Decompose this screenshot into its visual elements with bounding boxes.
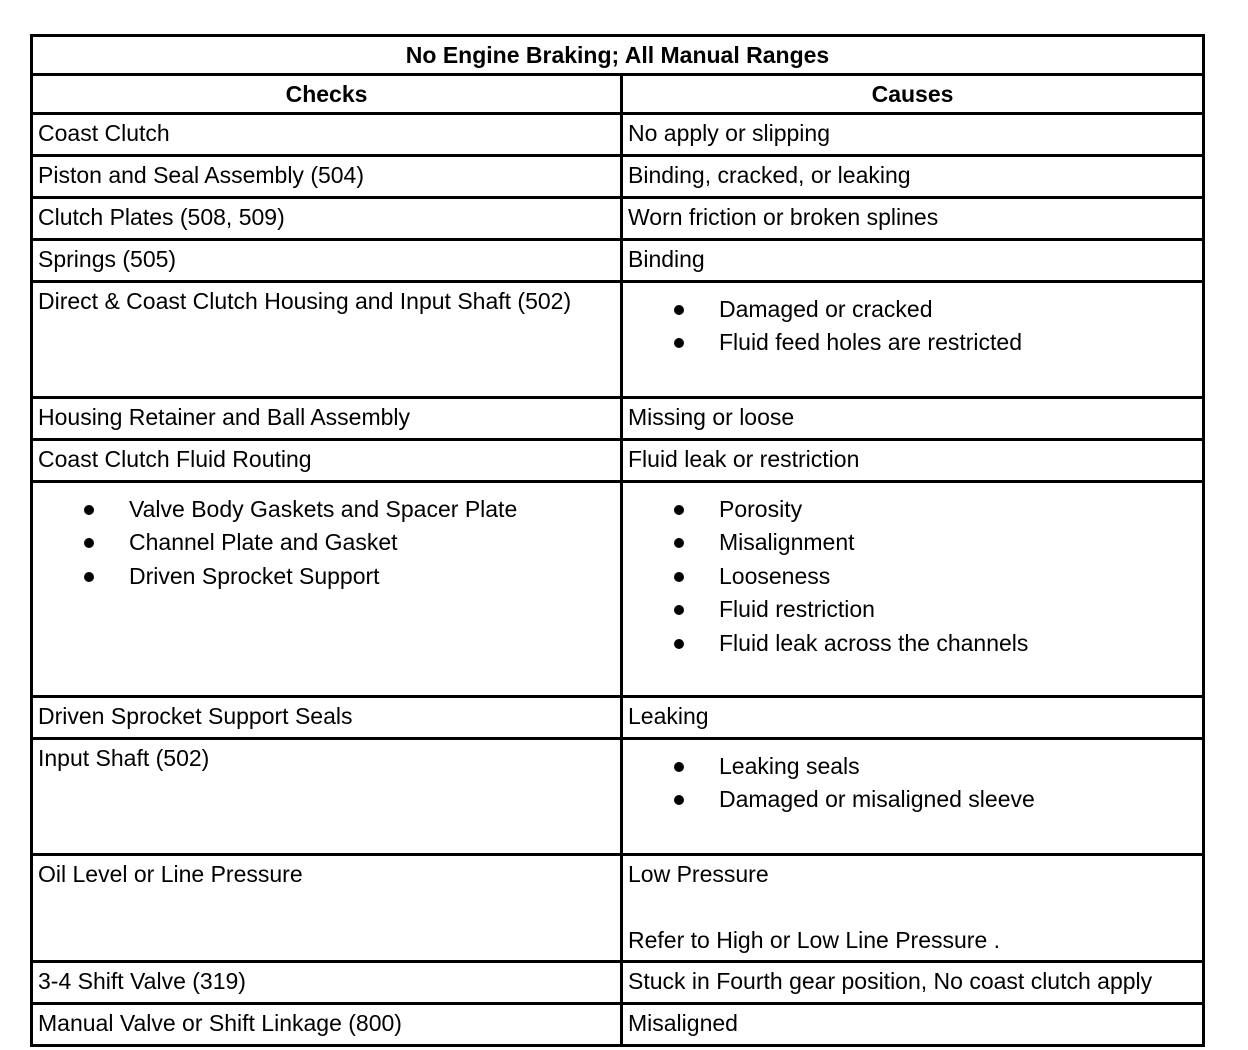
cause-cell: Leaking bbox=[622, 697, 1204, 739]
bullet-icon bbox=[84, 505, 94, 515]
check-cell: Housing Retainer and Ball Assembly bbox=[32, 398, 622, 440]
table-row bbox=[32, 482, 1204, 697]
cause-list bbox=[623, 750, 1202, 817]
list-item: Leaking seals bbox=[623, 750, 1202, 783]
table-row bbox=[32, 1004, 1204, 1046]
check-cell: Direct & Coast Clutch Housing and Input Shaft (502) bbox=[32, 282, 622, 398]
cause-cell: Stuck in Fourth gear position, No coast clutch apply bbox=[622, 962, 1204, 1004]
list-item: Misalignment bbox=[623, 526, 1202, 559]
cause-note: Refer to High or Low Line Pressure . bbox=[628, 927, 1001, 953]
cause-cell: Misaligned bbox=[622, 1004, 1204, 1046]
cause-cell: Missing or loose bbox=[622, 398, 1204, 440]
list-item: Driven Sprocket Support bbox=[33, 560, 620, 593]
table-row bbox=[32, 240, 1204, 282]
table-row bbox=[32, 198, 1204, 240]
cause-cell bbox=[622, 855, 1204, 962]
bullet-icon bbox=[674, 605, 684, 615]
table-row bbox=[32, 962, 1204, 1004]
cause-cell bbox=[622, 739, 1204, 855]
list-item: Damaged or misaligned sleeve bbox=[623, 783, 1202, 816]
table-row bbox=[32, 282, 1204, 398]
cause-cell: Binding bbox=[622, 240, 1204, 282]
cause-cell bbox=[622, 482, 1204, 697]
check-cell bbox=[32, 482, 622, 697]
cause-list bbox=[623, 293, 1202, 360]
bullet-icon bbox=[84, 538, 94, 548]
table-row bbox=[32, 697, 1204, 739]
bullet-icon bbox=[674, 305, 684, 315]
bullet-icon bbox=[674, 795, 684, 805]
cause-cell: Worn friction or broken splines bbox=[622, 198, 1204, 240]
list-item: Fluid restriction bbox=[623, 593, 1202, 626]
check-cell: Clutch Plates (508, 509) bbox=[32, 198, 622, 240]
cause-cell: Fluid leak or restriction bbox=[622, 440, 1204, 482]
bullet-icon bbox=[674, 338, 684, 348]
list-item: Fluid feed holes are restricted bbox=[623, 326, 1202, 359]
check-cell: Oil Level or Line Pressure bbox=[32, 855, 622, 962]
bullet-icon bbox=[674, 639, 684, 649]
cause-cell bbox=[622, 282, 1204, 398]
cause-list bbox=[623, 493, 1202, 660]
check-cell: Driven Sprocket Support Seals bbox=[32, 697, 622, 739]
check-cell: Manual Valve or Shift Linkage (800) bbox=[32, 1004, 622, 1046]
bullet-icon bbox=[674, 572, 684, 582]
table-row bbox=[32, 739, 1204, 855]
bullet-icon bbox=[674, 762, 684, 772]
check-list bbox=[33, 493, 620, 593]
cause-cell: No apply or slipping bbox=[622, 114, 1204, 156]
list-item: Porosity bbox=[623, 493, 1202, 526]
check-cell: Input Shaft (502) bbox=[32, 739, 622, 855]
cause-text: Low Pressure bbox=[628, 861, 769, 887]
header-causes: Causes bbox=[622, 75, 1204, 114]
list-item: Valve Body Gaskets and Spacer Plate bbox=[33, 493, 620, 526]
check-cell: Piston and Seal Assembly (504) bbox=[32, 156, 622, 198]
bullet-icon bbox=[84, 572, 94, 582]
cause-cell: Binding, cracked, or leaking bbox=[622, 156, 1204, 198]
table-row bbox=[32, 398, 1204, 440]
bullet-icon bbox=[674, 538, 684, 548]
diagnosis-table bbox=[30, 34, 1205, 1047]
check-cell: Coast Clutch bbox=[32, 114, 622, 156]
check-cell: Springs (505) bbox=[32, 240, 622, 282]
table-row bbox=[32, 114, 1204, 156]
table-row bbox=[32, 156, 1204, 198]
table-row bbox=[32, 855, 1204, 962]
spacer bbox=[628, 890, 1202, 924]
header-checks: Checks bbox=[32, 75, 622, 114]
bullet-icon bbox=[674, 505, 684, 515]
check-cell: Coast Clutch Fluid Routing bbox=[32, 440, 622, 482]
table-title: No Engine Braking; All Manual Ranges bbox=[32, 36, 1204, 75]
table-row bbox=[32, 440, 1204, 482]
list-item: Fluid leak across the channels bbox=[623, 627, 1202, 660]
check-cell: 3-4 Shift Valve (319) bbox=[32, 962, 622, 1004]
list-item: Looseness bbox=[623, 560, 1202, 593]
list-item: Damaged or cracked bbox=[623, 293, 1202, 326]
list-item: Channel Plate and Gasket bbox=[33, 526, 620, 559]
